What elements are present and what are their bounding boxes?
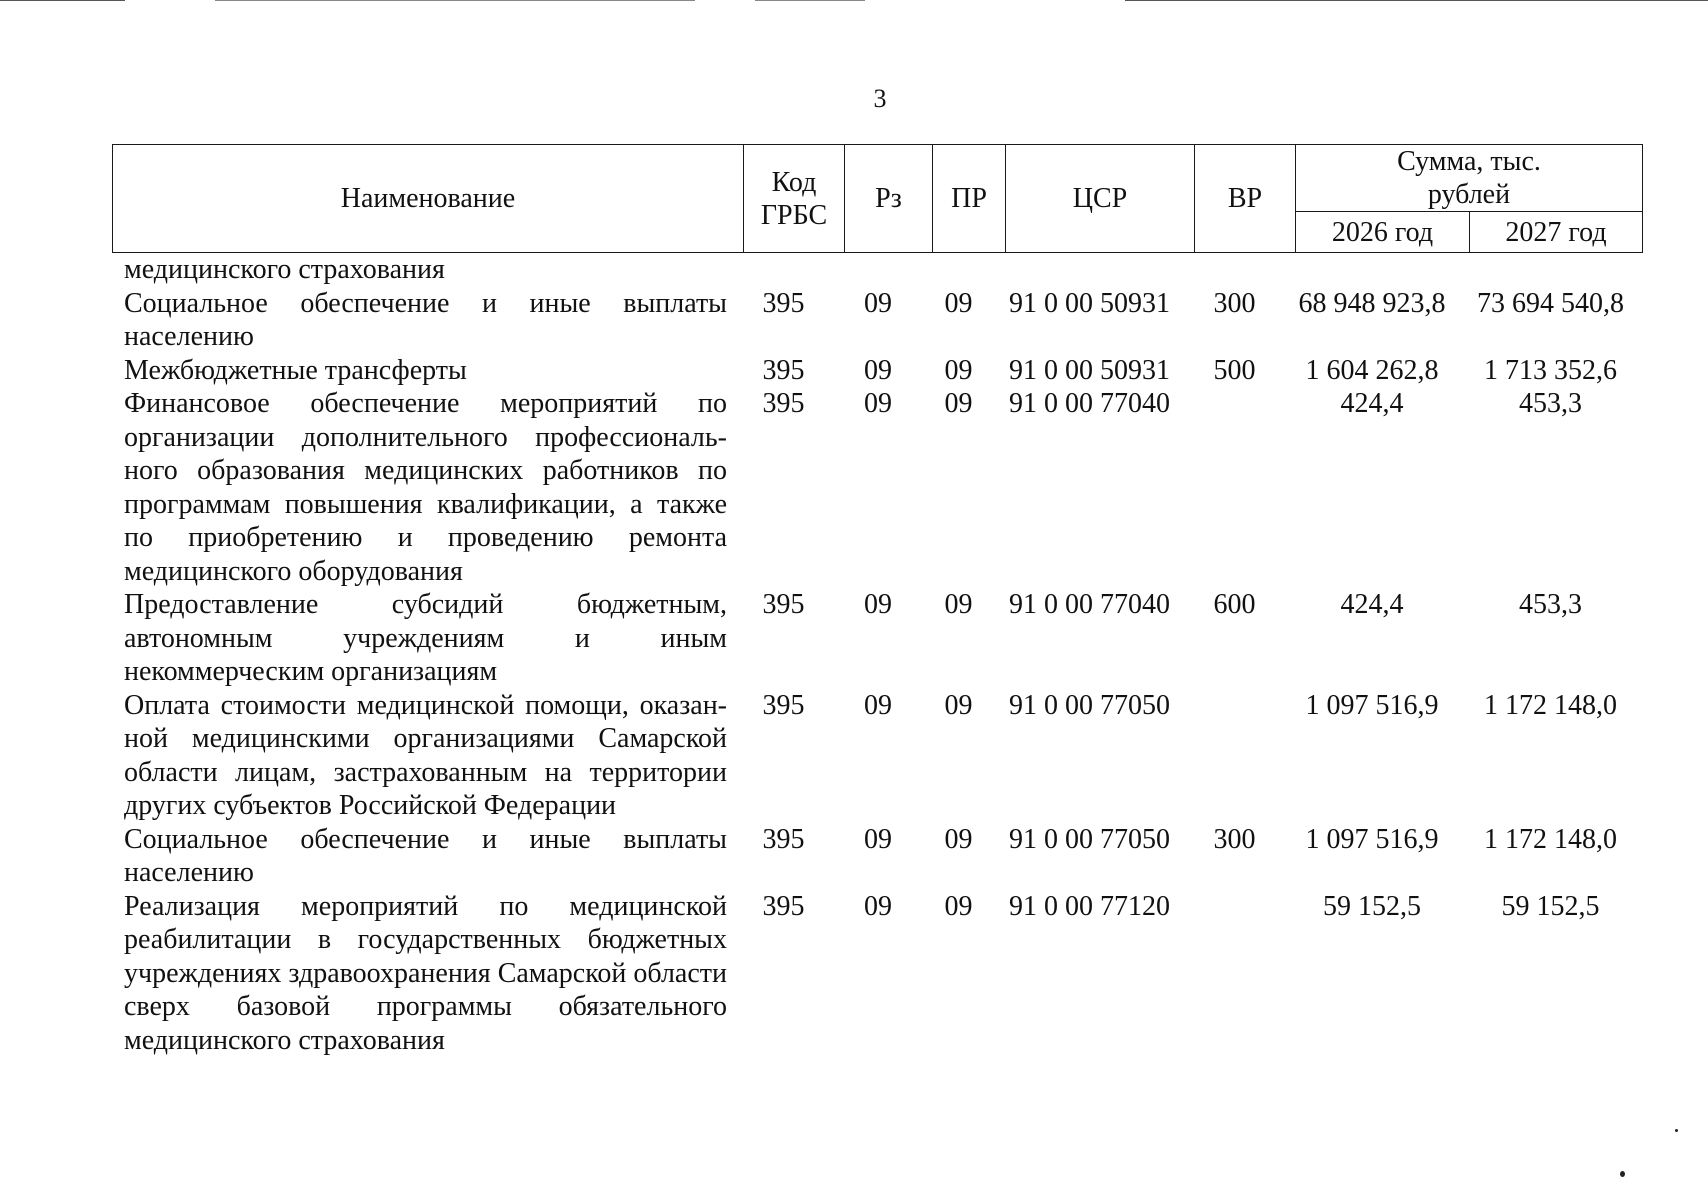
row-kod: 395 — [762, 823, 805, 855]
table-row — [112, 253, 1642, 287]
row-kod: 395 — [762, 287, 805, 319]
row-name: медицинского страхования — [124, 254, 445, 285]
header-year-2027: 2027 год — [1470, 212, 1643, 253]
table-row — [112, 287, 1642, 354]
row-sum-2027: 1 713 352,6 — [1484, 354, 1617, 386]
header-sum: Сумма, тыс. рублей — [1296, 145, 1643, 212]
table-row — [112, 890, 1642, 1058]
row-name: Реализация мероприятий по медицинской реабилитации в государственных бюджетных учреждениях здравоохранения Самарской области сверх базовой программы обязательного медицинского страхования — [124, 890, 727, 1056]
table-body — [112, 253, 1642, 1057]
row-rz: 09 — [864, 589, 892, 620]
table-row — [112, 823, 1642, 890]
table-header — [112, 144, 1643, 253]
row-sum-2027: 453,3 — [1519, 388, 1582, 419]
row-name: Оплата стоимости медицинской помощи, оказан-ной медицинскими организациями Самарской области лицам, застрахованным на территории других субъектов Российской Федерации — [124, 689, 727, 821]
row-pr: 09 — [944, 890, 973, 922]
row-name: Предоставление субсидий бюджетным, автономным учреждениям и иным некоммерческим организациям — [124, 589, 727, 687]
row-kod: 395 — [762, 890, 805, 922]
row-pr: 09 — [944, 388, 973, 419]
scan-edge-line — [755, 0, 865, 1]
header-rz: Рз — [845, 145, 933, 253]
row-sum-2026: 1 097 516,9 — [1305, 689, 1439, 721]
row-csr: 91 0 00 77040 — [1009, 388, 1170, 419]
row-sum-2026: 68 948 923,8 — [1298, 287, 1446, 319]
row-rz: 09 — [864, 287, 892, 319]
row-kod: 395 — [762, 689, 805, 721]
header-name: Наименование — [113, 145, 744, 253]
row-csr: 91 0 00 77050 — [1009, 823, 1170, 855]
row-kod: 395 — [762, 388, 805, 419]
row-pr: 09 — [944, 589, 973, 620]
row-sum-2026: 424,4 — [1340, 589, 1404, 620]
row-sum-2027: 73 694 540,8 — [1477, 287, 1624, 319]
header-kod-grbs: Код ГРБС — [744, 145, 845, 253]
row-rz: 09 — [864, 823, 892, 855]
row-csr: 91 0 00 77050 — [1009, 689, 1170, 721]
row-rz: 09 — [864, 890, 892, 922]
row-name: Финансовое обеспечение мероприятий по организации дополнительного профессиональ-ного образования медицинских работников по программам повышения квалификации, а также по приобретению и проведению ремонта медицинского оборудования — [124, 388, 727, 587]
row-sum-2026: 1 604 262,8 — [1305, 354, 1439, 386]
scan-edge-line — [215, 0, 695, 1]
row-sum-2026: 1 097 516,9 — [1305, 823, 1439, 855]
row-sum-2027: 453,3 — [1519, 589, 1582, 620]
row-kod: 395 — [762, 354, 805, 386]
table-row — [112, 689, 1642, 823]
row-rz: 09 — [864, 388, 892, 419]
row-vr: 300 — [1213, 287, 1256, 319]
row-csr: 91 0 00 77040 — [1009, 589, 1170, 620]
row-rz: 09 — [864, 354, 892, 386]
row-name: Межбюджетные трансферты — [124, 354, 467, 386]
row-vr: 300 — [1213, 823, 1256, 855]
row-sum-2027: 59 152,5 — [1501, 890, 1600, 922]
row-csr: 91 0 00 50931 — [1009, 354, 1170, 386]
header-csr: ЦСР — [1006, 145, 1195, 253]
row-csr: 91 0 00 50931 — [1009, 287, 1170, 319]
page-number: 3 — [873, 84, 887, 113]
row-sum-2026: 424,4 — [1340, 388, 1404, 419]
row-vr: 500 — [1213, 354, 1256, 386]
row-pr: 09 — [944, 354, 973, 386]
row-rz: 09 — [864, 689, 892, 721]
row-csr: 91 0 00 77120 — [1009, 890, 1170, 922]
row-pr: 09 — [944, 287, 973, 319]
row-sum-2027: 1 172 148,0 — [1484, 823, 1617, 855]
table-row — [112, 354, 1642, 388]
row-name: Социальное обеспечение и иные выплаты населению — [124, 287, 727, 352]
row-pr: 09 — [944, 689, 973, 721]
table-row — [112, 387, 1642, 588]
scan-speck — [1620, 1171, 1625, 1177]
header-year-2026: 2026 год — [1296, 212, 1470, 253]
row-vr: 600 — [1213, 589, 1256, 620]
row-pr: 09 — [944, 823, 973, 855]
row-name: Социальное обеспечение и иные выплаты населению — [124, 823, 727, 888]
row-kod: 395 — [762, 589, 805, 620]
scan-edge-line — [0, 0, 125, 1]
row-sum-2026: 59 152,5 — [1323, 890, 1421, 922]
scan-edge-line — [1125, 0, 1708, 1]
header-pr: ПР — [933, 145, 1006, 253]
table-row — [112, 588, 1642, 689]
header-vr: ВР — [1195, 145, 1296, 253]
scan-speck — [1675, 1129, 1678, 1132]
row-sum-2027: 1 172 148,0 — [1484, 689, 1617, 721]
